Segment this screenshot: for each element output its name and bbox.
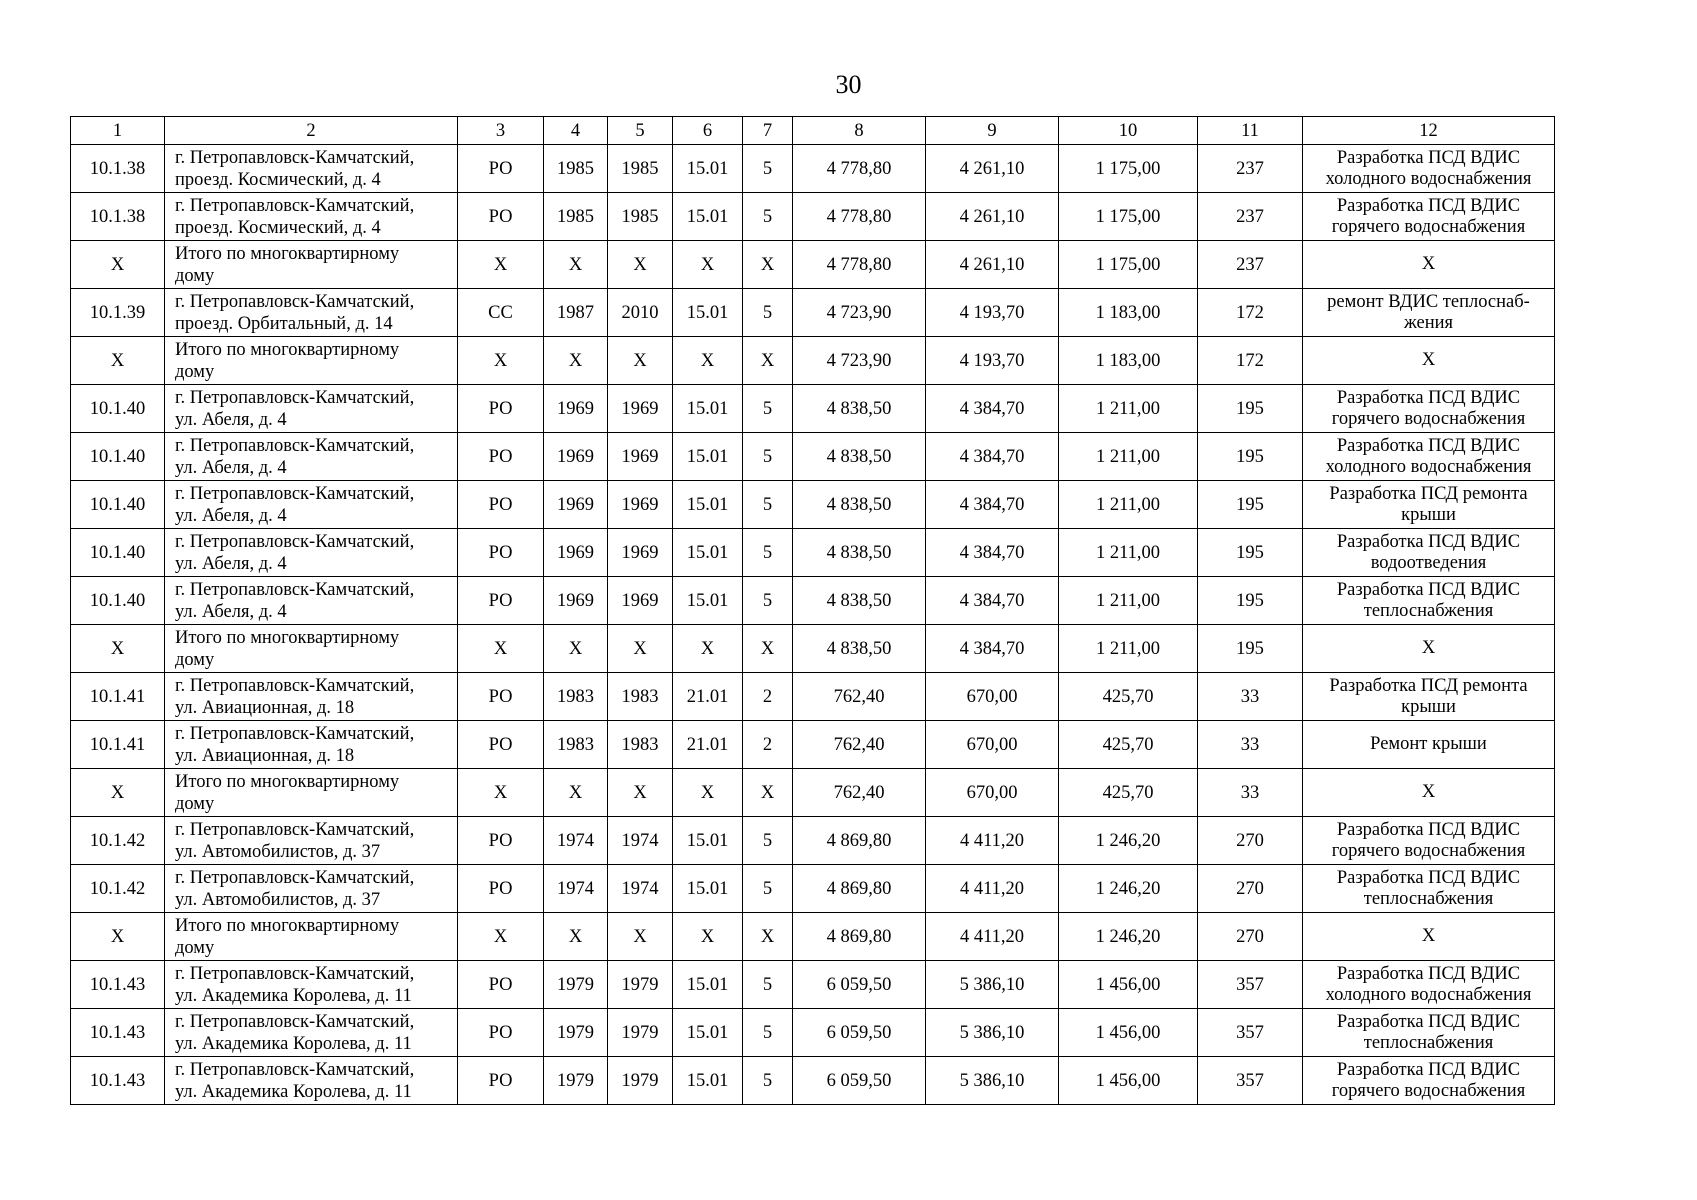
cell-work-type: Х <box>1303 337 1555 385</box>
cell-total-area: 6 059,50 <box>793 1009 926 1057</box>
data-table <box>70 116 1555 1105</box>
cell-row-number: 10.1.42 <box>71 865 165 913</box>
cell-year-reconstructed: 1974 <box>608 817 673 865</box>
cell-address: г. Петропавловск-Камчатский, ул. Академика Королева, д. 11 <box>165 1057 458 1105</box>
column-header-7: 7 <box>743 117 793 145</box>
cell-category: Х <box>458 913 544 961</box>
cell-residents: 33 <box>1198 769 1303 817</box>
table-row <box>71 241 1555 289</box>
cell-residents: 357 <box>1198 1057 1303 1105</box>
table-row <box>71 337 1555 385</box>
table-row <box>71 1009 1555 1057</box>
cell-address: г. Петропавловск-Камчатский, ул. Автомобилистов, д. 37 <box>165 865 458 913</box>
column-header-12: 12 <box>1303 117 1555 145</box>
table-row <box>71 721 1555 769</box>
cell-category: РО <box>458 193 544 241</box>
cell-row-number: 10.1.41 <box>71 673 165 721</box>
cell-floors: 5 <box>743 433 793 481</box>
cell-floors: 5 <box>743 817 793 865</box>
cell-year-built: 1969 <box>544 385 608 433</box>
cell-total-area: 4 778,80 <box>793 193 926 241</box>
cell-total-area: 4 778,80 <box>793 145 926 193</box>
cell-work-type: Х <box>1303 625 1555 673</box>
cell-year-reconstructed: 1974 <box>608 865 673 913</box>
cell-non-living-area: 1 456,00 <box>1059 961 1198 1009</box>
cell-living-area: 670,00 <box>926 673 1059 721</box>
cell-address: г. Петропавловск-Камчатский, проезд. Орбитальный, д. 14 <box>165 289 458 337</box>
cell-non-living-area: 1 246,20 <box>1059 913 1198 961</box>
cell-year-reconstructed: 1985 <box>608 193 673 241</box>
cell-total-area: 4 838,50 <box>793 625 926 673</box>
cell-non-living-area: 1 183,00 <box>1059 289 1198 337</box>
table-row <box>71 913 1555 961</box>
cell-residents: 172 <box>1198 337 1303 385</box>
cell-living-area: 4 384,70 <box>926 433 1059 481</box>
cell-floors: Х <box>743 769 793 817</box>
cell-address: г. Петропавловск-Камчатский, ул. Абеля, д. 4 <box>165 433 458 481</box>
table-row <box>71 145 1555 193</box>
cell-total-area: 762,40 <box>793 721 926 769</box>
cell-year-reconstructed: 1979 <box>608 1009 673 1057</box>
cell-living-area: 5 386,10 <box>926 1009 1059 1057</box>
column-header-2: 2 <box>165 117 458 145</box>
cell-non-living-area: 1 246,20 <box>1059 817 1198 865</box>
cell-non-living-area: 1 175,00 <box>1059 145 1198 193</box>
cell-material-code: Х <box>673 241 743 289</box>
cell-year-reconstructed: 1969 <box>608 385 673 433</box>
cell-total-area: 4 723,90 <box>793 289 926 337</box>
cell-material-code: 15.01 <box>673 385 743 433</box>
cell-total-area: 4 838,50 <box>793 529 926 577</box>
cell-non-living-area: 1 211,00 <box>1059 481 1198 529</box>
cell-material-code: Х <box>673 337 743 385</box>
cell-year-built: 1979 <box>544 961 608 1009</box>
column-header-3: 3 <box>458 117 544 145</box>
cell-total-area: 4 778,80 <box>793 241 926 289</box>
table-row <box>71 529 1555 577</box>
cell-work-type: Разработка ПСД ВДИС холодного водоснабжения <box>1303 145 1555 193</box>
table-row <box>71 385 1555 433</box>
cell-total-area: 4 869,80 <box>793 817 926 865</box>
cell-category: РО <box>458 673 544 721</box>
cell-living-area: 4 411,20 <box>926 913 1059 961</box>
cell-residents: 270 <box>1198 913 1303 961</box>
cell-row-number: 10.1.38 <box>71 193 165 241</box>
cell-category: Х <box>458 769 544 817</box>
column-header-10: 10 <box>1059 117 1198 145</box>
cell-residents: 195 <box>1198 481 1303 529</box>
cell-non-living-area: 1 456,00 <box>1059 1009 1198 1057</box>
table-row <box>71 577 1555 625</box>
cell-work-type: Разработка ПСД ремонта крыши <box>1303 481 1555 529</box>
cell-work-type: Х <box>1303 241 1555 289</box>
table-row <box>71 193 1555 241</box>
cell-year-built: Х <box>544 241 608 289</box>
cell-category: Х <box>458 241 544 289</box>
cell-residents: 195 <box>1198 625 1303 673</box>
cell-material-code: 15.01 <box>673 193 743 241</box>
column-header-11: 11 <box>1198 117 1303 145</box>
cell-address: г. Петропавловск-Камчатский, ул. Абеля, д. 4 <box>165 385 458 433</box>
cell-total-area: 762,40 <box>793 769 926 817</box>
cell-row-number: 10.1.40 <box>71 481 165 529</box>
page-number: 30 <box>835 70 862 99</box>
cell-material-code: 15.01 <box>673 865 743 913</box>
cell-year-reconstructed: 1979 <box>608 1057 673 1105</box>
cell-living-area: 4 193,70 <box>926 289 1059 337</box>
cell-address: г. Петропавловск-Камчатский, ул. Авиационная, д. 18 <box>165 673 458 721</box>
column-header-1: 1 <box>71 117 165 145</box>
cell-material-code: 15.01 <box>673 961 743 1009</box>
table-row <box>71 1057 1555 1105</box>
cell-material-code: 15.01 <box>673 1009 743 1057</box>
cell-year-built: 1983 <box>544 673 608 721</box>
cell-year-built: Х <box>544 913 608 961</box>
cell-year-reconstructed: 1969 <box>608 577 673 625</box>
cell-year-reconstructed: 1969 <box>608 529 673 577</box>
cell-non-living-area: 1 183,00 <box>1059 337 1198 385</box>
cell-year-reconstructed: 1983 <box>608 721 673 769</box>
cell-year-built: 1969 <box>544 481 608 529</box>
cell-total-area: 6 059,50 <box>793 1057 926 1105</box>
cell-living-area: 670,00 <box>926 769 1059 817</box>
cell-living-area: 4 384,70 <box>926 481 1059 529</box>
cell-material-code: 15.01 <box>673 1057 743 1105</box>
cell-living-area: 670,00 <box>926 721 1059 769</box>
cell-residents: 270 <box>1198 817 1303 865</box>
cell-row-number: 10.1.39 <box>71 289 165 337</box>
cell-floors: 5 <box>743 865 793 913</box>
cell-floors: 5 <box>743 1057 793 1105</box>
cell-living-area: 4 193,70 <box>926 337 1059 385</box>
cell-row-number: Х <box>71 913 165 961</box>
cell-living-area: 4 384,70 <box>926 625 1059 673</box>
cell-total-area: 6 059,50 <box>793 961 926 1009</box>
cell-non-living-area: 1 246,20 <box>1059 865 1198 913</box>
cell-work-type: Разработка ПСД ВДИС водоотведения <box>1303 529 1555 577</box>
header-row <box>71 117 1555 145</box>
cell-work-type: Х <box>1303 913 1555 961</box>
cell-non-living-area: 425,70 <box>1059 673 1198 721</box>
table-row <box>71 865 1555 913</box>
cell-material-code: 15.01 <box>673 145 743 193</box>
cell-floors: 5 <box>743 481 793 529</box>
cell-work-type: Разработка ПСД ВДИС теплоснабжения <box>1303 1009 1555 1057</box>
cell-category: СС <box>458 289 544 337</box>
cell-category: РО <box>458 385 544 433</box>
cell-category: РО <box>458 865 544 913</box>
cell-year-built: 1983 <box>544 721 608 769</box>
cell-living-area: 4 384,70 <box>926 385 1059 433</box>
table-row <box>71 433 1555 481</box>
cell-year-reconstructed: Х <box>608 913 673 961</box>
cell-address: г. Петропавловск-Камчатский, ул. Абеля, д. 4 <box>165 481 458 529</box>
cell-address: г. Петропавловск-Камчатский, ул. Абеля, д. 4 <box>165 529 458 577</box>
cell-row-number: 10.1.43 <box>71 961 165 1009</box>
cell-year-reconstructed: Х <box>608 769 673 817</box>
column-header-8: 8 <box>793 117 926 145</box>
table-row <box>71 961 1555 1009</box>
cell-residents: 195 <box>1198 577 1303 625</box>
cell-category: РО <box>458 721 544 769</box>
cell-total-area: 762,40 <box>793 673 926 721</box>
cell-non-living-area: 425,70 <box>1059 769 1198 817</box>
cell-residents: 270 <box>1198 865 1303 913</box>
cell-material-code: Х <box>673 625 743 673</box>
cell-non-living-area: 1 211,00 <box>1059 625 1198 673</box>
cell-address: Итого по многоквартирному дому <box>165 769 458 817</box>
cell-floors: 5 <box>743 1009 793 1057</box>
cell-total-area: 4 869,80 <box>793 865 926 913</box>
cell-address: г. Петропавловск-Камчатский, ул. Абеля, д. 4 <box>165 577 458 625</box>
cell-work-type: Разработка ПСД ВДИС горячего водоснабжения <box>1303 1057 1555 1105</box>
cell-year-built: 1969 <box>544 529 608 577</box>
cell-year-reconstructed: Х <box>608 625 673 673</box>
cell-living-area: 4 384,70 <box>926 577 1059 625</box>
cell-floors: 5 <box>743 289 793 337</box>
cell-material-code: 21.01 <box>673 721 743 769</box>
table-row <box>71 481 1555 529</box>
cell-material-code: Х <box>673 913 743 961</box>
cell-year-built: 1979 <box>544 1009 608 1057</box>
cell-residents: 33 <box>1198 721 1303 769</box>
table-row <box>71 289 1555 337</box>
cell-non-living-area: 1 211,00 <box>1059 577 1198 625</box>
cell-residents: 195 <box>1198 385 1303 433</box>
cell-material-code: 15.01 <box>673 529 743 577</box>
cell-material-code: 15.01 <box>673 289 743 337</box>
cell-category: РО <box>458 577 544 625</box>
cell-living-area: 5 386,10 <box>926 961 1059 1009</box>
cell-year-built: Х <box>544 625 608 673</box>
cell-non-living-area: 1 175,00 <box>1059 193 1198 241</box>
cell-year-reconstructed: Х <box>608 337 673 385</box>
cell-living-area: 4 411,20 <box>926 817 1059 865</box>
cell-row-number: 10.1.42 <box>71 817 165 865</box>
cell-floors: 5 <box>743 577 793 625</box>
cell-residents: 357 <box>1198 961 1303 1009</box>
cell-year-reconstructed: 1983 <box>608 673 673 721</box>
column-header-6: 6 <box>673 117 743 145</box>
cell-category: РО <box>458 817 544 865</box>
cell-floors: Х <box>743 241 793 289</box>
cell-year-reconstructed: 1979 <box>608 961 673 1009</box>
cell-work-type: Ремонт крыши <box>1303 721 1555 769</box>
cell-year-built: 1987 <box>544 289 608 337</box>
cell-residents: 237 <box>1198 145 1303 193</box>
column-header-5: 5 <box>608 117 673 145</box>
column-header-4: 4 <box>544 117 608 145</box>
cell-material-code: 15.01 <box>673 433 743 481</box>
cell-living-area: 4 261,10 <box>926 193 1059 241</box>
cell-residents: 237 <box>1198 193 1303 241</box>
cell-year-built: Х <box>544 337 608 385</box>
cell-residents: 195 <box>1198 529 1303 577</box>
cell-non-living-area: 1 211,00 <box>1059 385 1198 433</box>
cell-work-type: Разработка ПСД ремонта крыши <box>1303 673 1555 721</box>
cell-year-built: 1985 <box>544 145 608 193</box>
cell-total-area: 4 838,50 <box>793 433 926 481</box>
cell-category: РО <box>458 1057 544 1105</box>
cell-row-number: 10.1.40 <box>71 577 165 625</box>
cell-work-type: Разработка ПСД ВДИС теплоснабжения <box>1303 577 1555 625</box>
cell-living-area: 4 261,10 <box>926 145 1059 193</box>
cell-address: Итого по многоквартирному дому <box>165 337 458 385</box>
cell-floors: 5 <box>743 385 793 433</box>
cell-address: г. Петропавловск-Камчатский, ул. Академика Королева, д. 11 <box>165 961 458 1009</box>
cell-living-area: 5 386,10 <box>926 1057 1059 1105</box>
cell-category: РО <box>458 481 544 529</box>
cell-year-built: 1979 <box>544 1057 608 1105</box>
cell-row-number: Х <box>71 769 165 817</box>
cell-year-reconstructed: Х <box>608 241 673 289</box>
cell-row-number: 10.1.40 <box>71 385 165 433</box>
cell-material-code: Х <box>673 769 743 817</box>
cell-total-area: 4 869,80 <box>793 913 926 961</box>
cell-row-number: 10.1.40 <box>71 433 165 481</box>
table-row <box>71 673 1555 721</box>
cell-work-type: Разработка ПСД ВДИС теплоснабжения <box>1303 865 1555 913</box>
cell-work-type: Разработка ПСД ВДИС холодного водоснабжения <box>1303 433 1555 481</box>
cell-material-code: 15.01 <box>673 481 743 529</box>
cell-year-built: 1974 <box>544 865 608 913</box>
table-row <box>71 769 1555 817</box>
cell-residents: 33 <box>1198 673 1303 721</box>
table-body <box>71 117 1555 1105</box>
cell-non-living-area: 425,70 <box>1059 721 1198 769</box>
cell-year-reconstructed: 1985 <box>608 145 673 193</box>
cell-row-number: Х <box>71 625 165 673</box>
cell-address: Итого по многоквартирному дому <box>165 241 458 289</box>
cell-living-area: 4 261,10 <box>926 241 1059 289</box>
cell-year-built: 1969 <box>544 577 608 625</box>
cell-total-area: 4 838,50 <box>793 385 926 433</box>
table-row <box>71 817 1555 865</box>
cell-work-type: ремонт ВДИС теплоснаб- жения <box>1303 289 1555 337</box>
cell-work-type: Разработка ПСД ВДИС горячего водоснабжения <box>1303 193 1555 241</box>
cell-residents: 195 <box>1198 433 1303 481</box>
cell-year-reconstructed: 1969 <box>608 433 673 481</box>
column-header-9: 9 <box>926 117 1059 145</box>
cell-address: г. Петропавловск-Камчатский, ул. Авиационная, д. 18 <box>165 721 458 769</box>
cell-floors: 2 <box>743 721 793 769</box>
cell-living-area: 4 411,20 <box>926 865 1059 913</box>
cell-category: Х <box>458 337 544 385</box>
cell-floors: Х <box>743 337 793 385</box>
cell-category: РО <box>458 961 544 1009</box>
cell-row-number: 10.1.41 <box>71 721 165 769</box>
cell-work-type: Х <box>1303 769 1555 817</box>
cell-work-type: Разработка ПСД ВДИС холодного водоснабжения <box>1303 961 1555 1009</box>
cell-category: Х <box>458 625 544 673</box>
cell-material-code: 15.01 <box>673 817 743 865</box>
cell-address: Итого по многоквартирному дому <box>165 913 458 961</box>
cell-row-number: 10.1.43 <box>71 1057 165 1105</box>
cell-non-living-area: 1 211,00 <box>1059 433 1198 481</box>
cell-row-number: Х <box>71 337 165 385</box>
cell-living-area: 4 384,70 <box>926 529 1059 577</box>
cell-total-area: 4 723,90 <box>793 337 926 385</box>
cell-row-number: Х <box>71 241 165 289</box>
cell-category: РО <box>458 145 544 193</box>
cell-category: РО <box>458 433 544 481</box>
cell-category: РО <box>458 529 544 577</box>
cell-address: г. Петропавловск-Камчатский, проезд. Космический, д. 4 <box>165 145 458 193</box>
cell-non-living-area: 1 175,00 <box>1059 241 1198 289</box>
table-row <box>71 625 1555 673</box>
cell-category: РО <box>458 1009 544 1057</box>
cell-address: г. Петропавловск-Камчатский, проезд. Космический, д. 4 <box>165 193 458 241</box>
cell-address: г. Петропавловск-Камчатский, ул. Академика Королева, д. 11 <box>165 1009 458 1057</box>
cell-year-built: 1974 <box>544 817 608 865</box>
cell-row-number: 10.1.38 <box>71 145 165 193</box>
cell-total-area: 4 838,50 <box>793 577 926 625</box>
cell-material-code: 21.01 <box>673 673 743 721</box>
cell-residents: 172 <box>1198 289 1303 337</box>
cell-floors: Х <box>743 625 793 673</box>
cell-row-number: 10.1.43 <box>71 1009 165 1057</box>
cell-address: Итого по многоквартирному дому <box>165 625 458 673</box>
cell-year-built: 1985 <box>544 193 608 241</box>
cell-year-reconstructed: 2010 <box>608 289 673 337</box>
cell-work-type: Разработка ПСД ВДИС горячего водоснабжения <box>1303 817 1555 865</box>
cell-floors: 5 <box>743 145 793 193</box>
cell-floors: 5 <box>743 961 793 1009</box>
cell-row-number: 10.1.40 <box>71 529 165 577</box>
cell-year-reconstructed: 1969 <box>608 481 673 529</box>
cell-residents: 237 <box>1198 241 1303 289</box>
cell-work-type: Разработка ПСД ВДИС горячего водоснабжения <box>1303 385 1555 433</box>
cell-floors: 2 <box>743 673 793 721</box>
cell-total-area: 4 838,50 <box>793 481 926 529</box>
cell-floors: Х <box>743 913 793 961</box>
cell-floors: 5 <box>743 193 793 241</box>
cell-address: г. Петропавловск-Камчатский, ул. Автомобилистов, д. 37 <box>165 817 458 865</box>
cell-year-built: Х <box>544 769 608 817</box>
cell-residents: 357 <box>1198 1009 1303 1057</box>
cell-non-living-area: 1 211,00 <box>1059 529 1198 577</box>
cell-year-built: 1969 <box>544 433 608 481</box>
cell-non-living-area: 1 456,00 <box>1059 1057 1198 1105</box>
cell-floors: 5 <box>743 529 793 577</box>
cell-material-code: 15.01 <box>673 577 743 625</box>
